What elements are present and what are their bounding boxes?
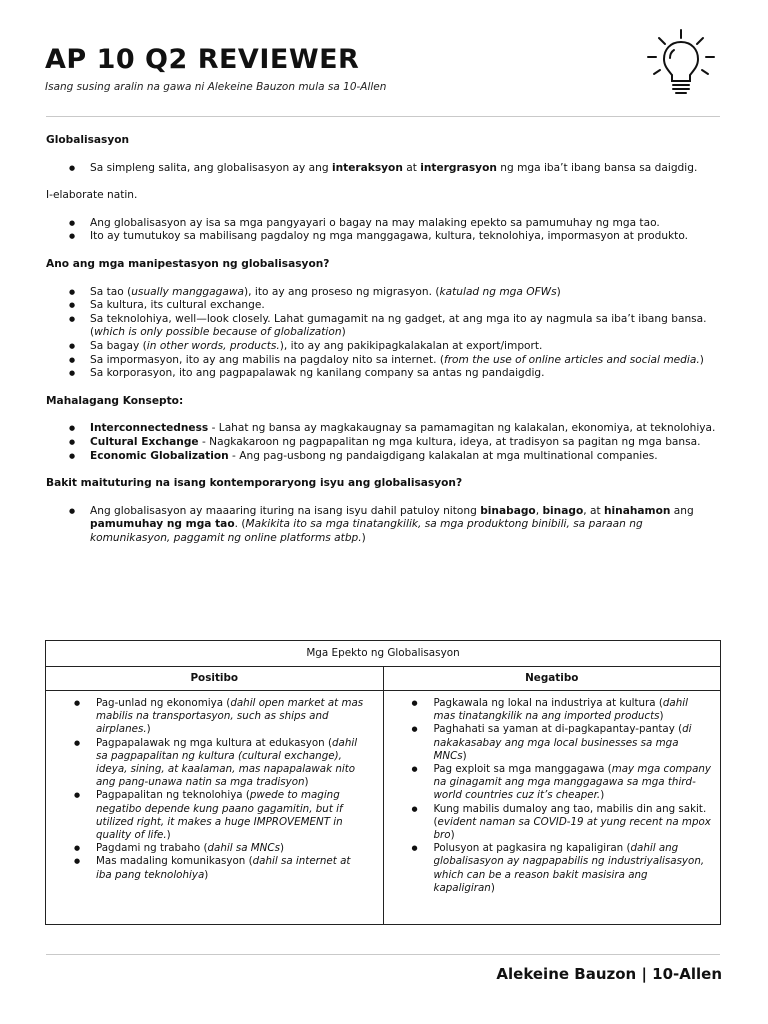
list-item: ● Sa bagay (in other words, products.), ito ay ang pakikipagkalakalan at export/import. xyxy=(90,340,722,354)
list-item: ● Kung mabilis dumaloy ang tao, mabilis din ang sakit. (evident naman sa COVID-19 at yung recent na mpox bro) xyxy=(434,803,713,843)
issue-list xyxy=(46,505,722,546)
table-caption: Mga Epekto ng Globalisasyon xyxy=(46,641,720,667)
list-item: ● Sa korporasyon, ito ang pagpapalawak ng kanilang company sa antas ng pandaigdig. xyxy=(90,367,722,381)
section-heading-manifestations: Ano ang mga manipestasyon ng globalisasyon? xyxy=(46,257,330,270)
positive-column xyxy=(46,691,384,925)
concepts-list xyxy=(46,422,722,463)
list-item: ● Pagpapalitan ng teknolohiya (pwede to maging negatibo depende kung paano gagamitin, but if utilized right, it makes a huge IMPROVEMENT in quality of life.) xyxy=(96,789,375,842)
negative-column-header: Negatibo xyxy=(525,672,579,684)
page-subtitle: Isang susing aralin na gawa ni Alekeine Bauzon mula sa 10-Allen xyxy=(45,81,387,93)
list-item: ● Pag-unlad ng ekonomiya (dahil open market at mas mabilis na transportasyon, such as ships and airplanes.) xyxy=(96,697,375,737)
footer-author: Alekeine Bauzon | 10-Allen xyxy=(496,965,722,983)
table-header-row xyxy=(46,667,720,691)
list-item: ● Sa kultura, its cultural exchange. xyxy=(90,299,722,313)
list-item: ● Sa tao (usually manggagawa), ito ay ang proseso ng migrasyon. (katulad ng mga OFWs) xyxy=(90,286,722,300)
section-heading-globalisasyon: Globalisasyon xyxy=(46,134,130,146)
manifestations-list xyxy=(46,286,722,381)
list-item: ● Sa impormasyon, ito ay ang mabilis na pagdaloy nito sa internet. (from the use of online articles and social media.) xyxy=(90,354,722,368)
globalisasyon-elaboration-list xyxy=(46,217,722,244)
page-title: AP 10 Q2 REVIEWER xyxy=(45,44,360,75)
list-item: ● Polusyon at pagkasira ng kapaligiran (dahil ang globalisasyon ay nagpapabilis ng industriyalisasyon, which can be a reason bakit masisira ang kapaligiran) xyxy=(434,842,713,895)
positive-effects-list xyxy=(46,697,375,882)
list-item: ● Pagpapalawak ng mga kultura at edukasyon (dahil sa pagpapalitan ng kultura (cultural exchange), ideya, sining, at kaalaman, mas napapalawak nito ang pang-unawa natin sa mga tradisyon) xyxy=(96,737,375,790)
list-item: ● Economic Globalization - Ang pag-usbong ng pandaigdigang kalakalan at mga multinational companies. xyxy=(90,450,722,464)
globalisasyon-definition-list xyxy=(46,162,722,176)
list-item: ● Cultural Exchange - Nagkakaroon ng pagpapalitan ng mga kultura, ideya, at tradisyon sa pagitan ng mga bansa. xyxy=(90,436,722,450)
footer-divider xyxy=(46,954,720,955)
list-item: ● Interconnectedness - Lahat ng bansa ay magkakaugnay sa pamamagitan ng kalakalan, ekonomiya, at teknolohiya. xyxy=(90,422,722,436)
table-body-row xyxy=(46,691,720,925)
elaborate-text: I-elaborate natin. xyxy=(46,189,138,202)
list-item: ● Paghahati sa yaman at di-pagkapantay-pantay (di nakakasabay ang mga local businesses sa mga MNCs) xyxy=(434,723,713,763)
list-item: ● Ang globalisasyon ay maaaring ituring na isang isyu dahil patuloy nitong binabago, binago, at hinahamon ang pamumuhay ng mga tao. (Makikita ito sa mga tinatangkilik, sa mga produktong binibili, sa paraan ng komunikasyon, paggamit ng online platforms atbp.) xyxy=(90,505,722,546)
lightbulb-icon xyxy=(646,28,716,100)
list-item: ● Sa teknolohiya, well—look closely. Lahat gumagamit na ng gadget, at ang mga ito ay nagmula sa iba’t ibang bansa. (which is only possible because of globalization) xyxy=(90,313,722,340)
list-item: ● Pagkawala ng lokal na industriya at kultura (dahil mas tinatangkilik na ang imported products) xyxy=(434,697,713,723)
negative-column xyxy=(384,691,721,925)
positive-column-header: Positibo xyxy=(46,667,384,690)
list-item: ● Sa simpleng salita, ang globalisasyon ay ang interaksyon at intergrasyon ng mga iba’t ibang bansa sa daigdig. xyxy=(90,162,722,176)
negative-effects-list xyxy=(384,697,713,895)
list-item: ● Ito ay tumutukoy sa mabilisang pagdaloy ng mga manggagawa, kultura, teknolohiya, impormasyon at produkto. xyxy=(90,230,722,244)
list-item: ● Pag exploit sa mga manggagawa (may mga company na ginagamit ang mga manggagawa sa mga third-world countries cuz it’s cheaper.) xyxy=(434,763,713,803)
list-item: ● Mas madaling komunikasyon (dahil sa internet at iba pang teknolohiya) xyxy=(96,855,375,881)
main-content xyxy=(46,134,722,559)
header-divider xyxy=(46,116,720,117)
section-heading-concepts: Mahalagang Konsepto: xyxy=(46,394,184,407)
list-item: ● Pagdami ng trabaho (dahil sa MNCs) xyxy=(96,842,375,855)
section-heading-issue: Bakit maituturing na isang kontemporaryong isyu ang globalisasyon? xyxy=(46,477,463,490)
effects-table xyxy=(45,640,721,925)
list-item: ● Ang globalisasyon ay isa sa mga pangyayari o bagay na may malaking epekto sa pamumuhay ng mga tao. xyxy=(90,217,722,231)
